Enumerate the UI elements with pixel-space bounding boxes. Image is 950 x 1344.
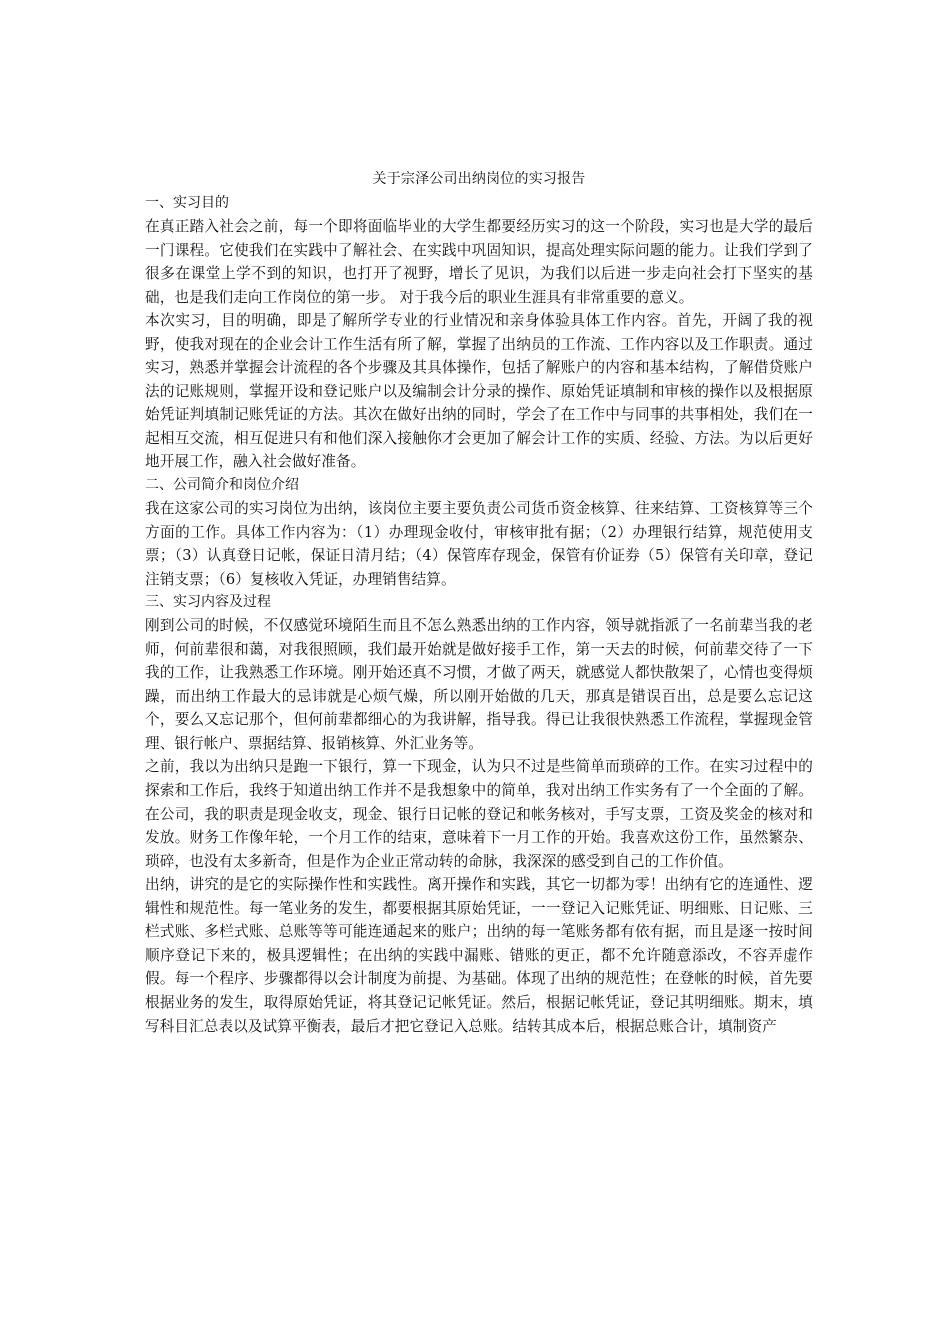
section-heading: 三、实习内容及过程: [145, 594, 271, 611]
section-internship-purpose: [145, 192, 813, 474]
paragraph: 我在这家公司的实习岗位为出纳，该岗位主要主要负责公司货币资金核算、往来结算、工资核算等三个方面的工作。具体工作内容为：（1）办理现金收付，审核审批有据；（2）办理银行结算，规范使用支票；（3）认真登日记帐，保证日清月结；（4）保管库存现金，保管有价证券（5）保管有关印章，登记注销支票；（6）复核收入凭证，办理销售结算。: [145, 500, 813, 588]
section-internship-content: [145, 591, 813, 1038]
section-company-and-position: [145, 474, 813, 591]
document-page: [145, 166, 813, 1038]
paragraph: 出纳，讲究的是它的实际操作性和实践性。离开操作和实践，其它一切都为零！出纳有它的连通性、逻辑性和规范性。每一笔业务的发生，都要根据其原始凭证，一一登记入记账凭证、明细账、日记账、三栏式账、多栏式账、总账等等可能连通起来的账户；出纳的每一笔账务都有依有据，而且是逐一按时间顺序登记下来的，极具逻辑性；在出纳的实践中漏账、错账的更正，都不允许随意添改，不容弄虚作假。每一个程序、步骤都得以会计制度为前提、为基础。体现了出纳的规范性；在登帐的时候，首先要根据业务的发生，取得原始凭证，将其登记记帐凭证。然后，根据记帐凭证，登记其明细账。期末，填写科目汇总表以及试算平衡表，最后才把它登记入总账。结转其成本后，根据总账合计，填制资产: [145, 876, 813, 1035]
section-heading: 一、实习目的: [145, 195, 229, 211]
paragraph: 在真正踏入社会之前，每一个即将面临毕业的大学生都要经历实习的这一个阶段，实习也是大学的最后一门课程。它使我们在实践中了解社会、在实践中巩固知识，提高处理实际问题的能力。让我们学到了很多在课堂上学不到的知识，也打开了视野，增长了见识，为我们以后进一步走向社会打下坚实的基础，也是我们走向工作岗位的第一步。 对于我今后的职业生涯具有非常重要的意义。: [145, 218, 813, 306]
paragraph: 之前，我以为出纳只是跑一下银行，算一下现金，认为只不过是些简单而琐碎的工作。在实习过程中的探索和工作后，我终于知道出纳工作并不是我想象中的简单，我对出纳工作实务有了一个全面的了解。在公司，我的职责是现金收支，现金、银行日记帐的登记和帐务核对，手写支票，工资及奖金的核对和发放。财务工作像年轮，一个月工作的结束，意味着下一月工作的开始。我喜欢这份工作，虽然繁杂、琐碎，也没有太多新奇，但是作为企业正常动转的命脉，我深深的感受到自己的工作价值。: [145, 758, 813, 870]
document-title: 关于宗泽公司出纳岗位的实习报告: [372, 171, 586, 187]
section-heading: 二、公司简介和岗位介绍: [145, 477, 299, 494]
paragraph: 本次实习，目的明确，即是了解所学专业的行业情况和亲身体验具体工作内容。首先，开阔了我的视野，使我对现在的企业会计工作生活有所了解，掌握了出纳员的工作流、工作内容以及工作职责。通过实习，熟悉并掌握会计流程的各个步骤及其具体操作，包括了解账户的内容和基本结构，了解借贷账户法的记账规则，掌握开设和登记账户以及编制会计分录的操作、原始凭证填制和审核的操作以及根据原始凭证判填制记账凭证的方法。其次在做好出纳的同时，学会了在工作中与同事的共事相处，我们在一起相互交流，相互促进只有和他们深入接触你才会更加了解会计工作的实质、经验、方法。为以后更好地开展工作，融入社会做好准备。: [145, 312, 813, 471]
paragraph: 刚到公司的时候，不仅感觉环境陌生而且不怎么熟悉出纳的工作内容，领导就指派了一名前辈当我的老师，何前辈很和蔼，对我很照顾，我们最开始就是做好接手工作，第一天去的时候，何前辈交待了一下我的工作，让我熟悉工作环境。刚开始还真不习惯，才做了两天，就感觉人都快散架了，心情也变得烦躁，而出纳工作最大的忌讳就是心烦气燥，所以刚开始做的几天，那真是错误百出，总是要么忘记这个，要么又忘记那个，但何前辈都细心的为我讲解，指导我。得已让我很快熟悉工作流程，掌握现金管理、银行帐户、票据结算、报销核算、外汇业务等。: [145, 617, 813, 752]
